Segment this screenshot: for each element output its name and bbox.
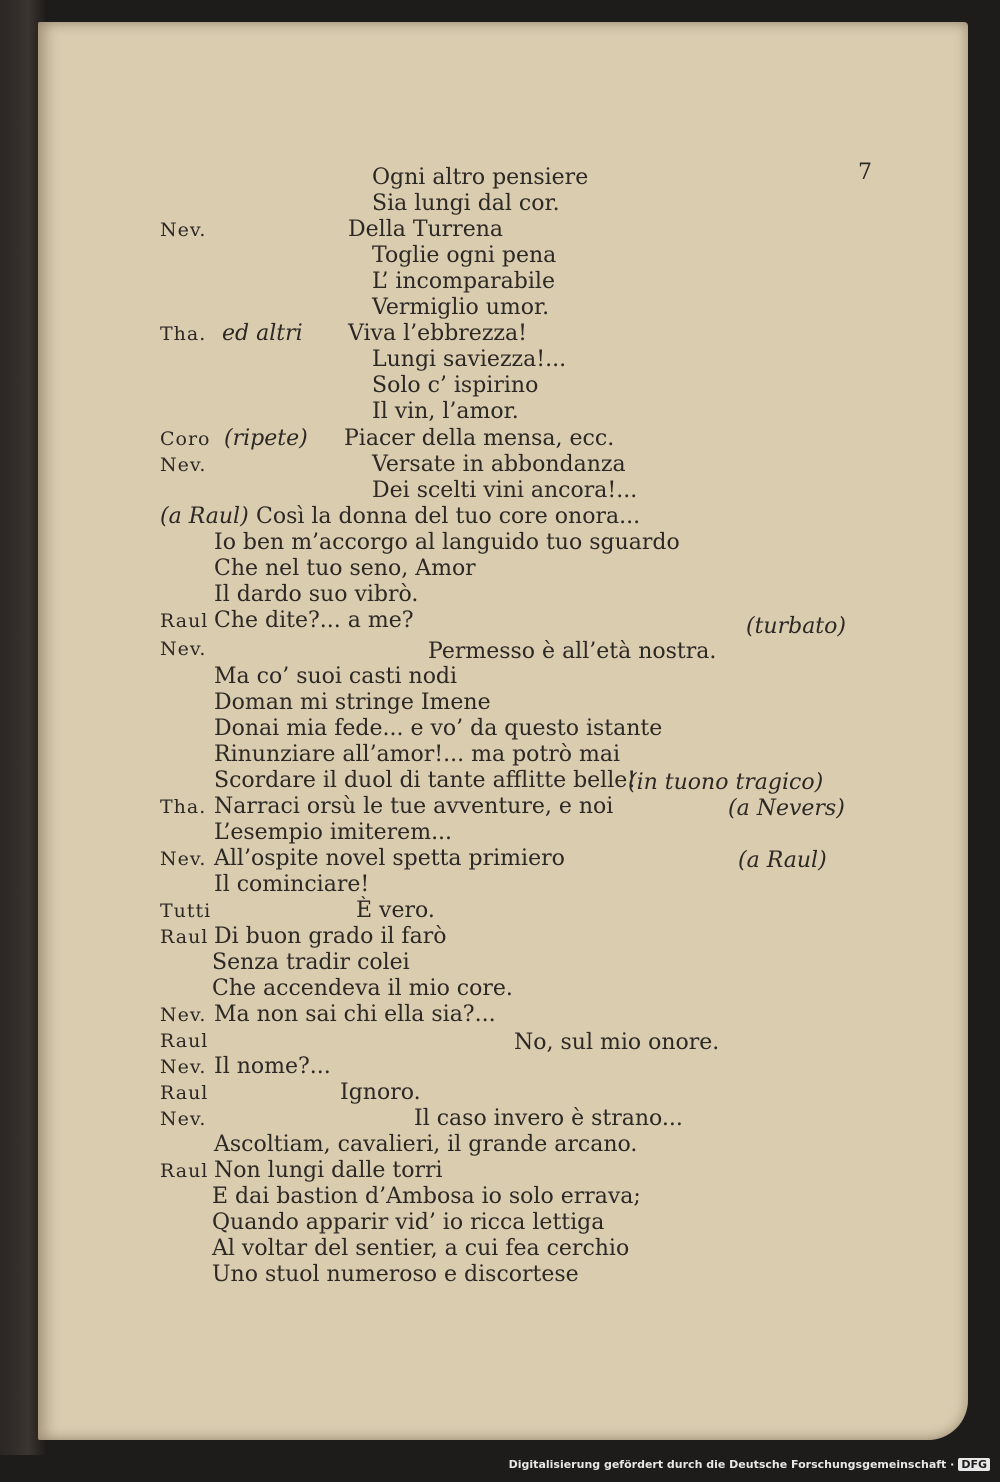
speaker-label: Raul	[160, 1030, 209, 1052]
verse-line: Toglie ogni pena	[372, 243, 557, 268]
verse-line: Vermiglio umor.	[372, 295, 550, 320]
speaker-label: Raul	[160, 926, 209, 948]
verse-line: E dai bastion d’Ambosa io solo errava;	[212, 1184, 641, 1209]
verse-line: Della Turrena	[348, 217, 504, 242]
verse-line: L’ incomparabile	[372, 269, 555, 294]
verse-line: Narraci orsù le tue avventure, e noi	[214, 794, 614, 819]
stage-direction: (a Raul)	[738, 848, 827, 873]
verse-line: Quando apparir vid’ io ricca lettiga	[212, 1210, 605, 1235]
speaker-label: Nev.	[160, 638, 207, 660]
speaker-label: Nev.	[160, 1056, 207, 1078]
verse-line: Permesso è all’età nostra.	[428, 639, 717, 664]
verse-line: Il vin, l’amor.	[372, 399, 519, 424]
page-number: 7	[858, 160, 872, 185]
verse-line: Ma non sai chi ella sia?...	[214, 1002, 496, 1027]
stage-direction: (turbato)	[746, 614, 846, 639]
verse-line: Il caso invero è strano...	[414, 1106, 683, 1131]
verse-line: Ignoro.	[340, 1080, 421, 1105]
speaker-label: Tha.	[160, 323, 207, 345]
speaker-label: Raul	[160, 1082, 209, 1104]
verse-line: Viva l’ebbrezza!	[348, 321, 527, 346]
verse-line: Versate in abbondanza	[372, 452, 626, 477]
verse-line: Che nel tuo seno, Amor	[214, 556, 476, 581]
verse-line: Che accendeva il mio core.	[212, 976, 513, 1001]
verse-line: No, sul mio onore.	[514, 1030, 720, 1055]
verse-line: Il dardo suo vibrò.	[214, 582, 419, 607]
stage-direction: (ripete)	[224, 426, 308, 451]
speaker-label: Nev.	[160, 848, 207, 870]
stage-direction: (in tuono tragico)	[628, 770, 824, 795]
digitization-credit	[509, 1458, 990, 1471]
verse-line: Doman mi stringe Imene	[214, 690, 491, 715]
verse-line: Di buon grado il farò	[214, 924, 447, 949]
speaker-label: Raul	[160, 1160, 209, 1182]
stage-direction: ed altri	[222, 321, 303, 346]
stage-direction: (a Nevers)	[728, 796, 845, 821]
speaker-label: Tha.	[160, 796, 207, 818]
credit-text: Digitalisierung gefördert durch die Deutsche Forschungsgemeinschaft ·	[508, 1458, 955, 1471]
verse-line: All’ospite novel spetta primiero	[214, 846, 565, 871]
speaker-label: Coro	[160, 428, 211, 450]
verse-line: Solo c’ ispirino	[372, 373, 539, 398]
verse-line: È vero.	[356, 898, 435, 923]
verse-line: Donai mia fede... e vo’ da questo istante	[214, 716, 663, 741]
speaker-label: Nev.	[160, 454, 207, 476]
verse-line: Sia lungi dal cor.	[372, 191, 560, 216]
speaker-label: Nev.	[160, 1108, 207, 1130]
verse-line: Ma co’ suoi casti nodi	[214, 664, 458, 689]
verse-line: Ogni altro pensiere	[372, 165, 589, 190]
speaker-label: Raul	[160, 610, 209, 632]
speaker-label: Nev.	[160, 219, 207, 241]
verse-line: Che dite?... a me?	[214, 608, 414, 633]
verse-line: Il nome?...	[214, 1054, 331, 1079]
verse-line: Lungi saviezza!...	[372, 347, 567, 372]
verse-line: Non lungi dalle torri	[214, 1158, 443, 1183]
stage-direction: (a Raul)	[160, 504, 249, 529]
speaker-label: Tutti	[160, 900, 212, 922]
verse-line: Ascoltiam, cavalieri, il grande arcano.	[214, 1132, 638, 1157]
verse-line: Senza tradir colei	[212, 950, 410, 975]
verse-line: Così la donna del tuo core onora...	[256, 504, 641, 529]
verse-line: L’esempio imiterem...	[214, 820, 453, 845]
speaker-label: Nev.	[160, 1004, 207, 1026]
verse-line: Dei scelti vini ancora!...	[372, 478, 638, 503]
dfg-logo: DFG	[958, 1458, 990, 1471]
verse-line: Il cominciare!	[214, 872, 370, 897]
verse-line: Uno stuol numeroso e discortese	[212, 1262, 579, 1287]
verse-line: Rinunziare all’amor!... ma potrò mai	[214, 742, 621, 767]
verse-line: Scordare il duol di tante afflitte belle!	[214, 768, 637, 793]
verse-line: Piacer della mensa, ecc.	[344, 426, 615, 451]
verse-line: Al voltar del sentier, a cui fea cerchio	[212, 1236, 630, 1261]
book-page	[38, 22, 968, 1440]
verse-line: Io ben m’accorgo al languido tuo sguardo	[214, 530, 680, 555]
